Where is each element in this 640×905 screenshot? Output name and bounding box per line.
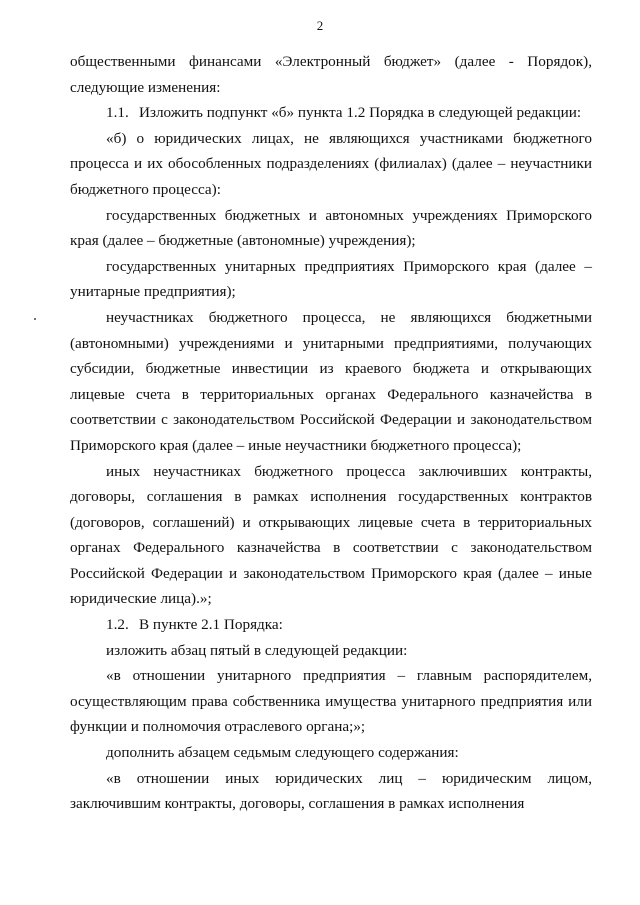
paragraph-subitem-b: «б) о юридических лицах, не являющихся участниками бюджетного процесса и их обособленных подразделениях (филиалах) (далее – неучастники бюджетного процесса):: [70, 129, 592, 198]
page-number: 2: [316, 18, 324, 33]
paragraph-item-1-2: [70, 612, 592, 638]
paragraph-text: В пункте 2.1 Порядка:: [139, 616, 283, 634]
item-number: 1.1.: [106, 104, 129, 122]
paragraph-item-1-1: [70, 100, 592, 126]
paragraph-text: Изложить подпункт «б» пункта 1.2 Порядка в следующей редакции:: [139, 104, 582, 122]
paragraph-continuation: общественными финансами «Электронный бюджет» (далее - Порядок), следующие изменения:: [70, 53, 592, 96]
paragraph-other-nonparticipants: неучастниках бюджетного процесса, не являющихся бюджетными (автономными) учреждениями и унитарными предприятиями, получающих субсидии, бюджетные инвестиции из краевого бюджета и открывающих лицевые счета в территориальных органах Федерального казначейства в соответствии с законодательством Российской Федерации и законодательством Приморского края (далее – иные неучастники бюджетного процесса);: [70, 308, 592, 454]
item-number: 1.2.: [106, 616, 129, 634]
paragraph-legal-entities-clause: «в отношении иных юридических лиц – юридическим лицом, заключившим контракты, договоры, соглашения в рамках исполнения: [70, 769, 592, 813]
paragraph-unitary-clause: «в отношении унитарного предприятия – главным распорядителем, осуществляющим права собственника имущества унитарного предприятия или функции и полномочия отраслевого органа;»;: [70, 667, 592, 736]
paragraph-amend-fifth: изложить абзац пятый в следующей редакции:: [106, 641, 408, 659]
paragraph-add-seventh: дополнить абзацем седьмым следующего содержания:: [106, 744, 459, 762]
paragraph-budget-institutions: государственных бюджетных и автономных учреждениях Приморского края (далее – бюджетные (автономные) учреждения);: [70, 206, 592, 250]
paragraph-unitary-enterprises: государственных унитарных предприятиях Приморского края (далее – унитарные предприятия);: [70, 257, 592, 301]
document-body: [70, 49, 592, 817]
scan-speck: [34, 318, 36, 320]
paragraph-other-legal-entities: иных неучастниках бюджетного процесса заключивших контракты, договоры, соглашения в рамках исполнения государственных контрактов (договоров, соглашений) и открывающих лицевые счета в территориальных органах Федерального казначейства в соответствии с законодательством Российской Федерации и законодательством Приморского края (далее – иные юридические лица).»;: [70, 462, 592, 608]
